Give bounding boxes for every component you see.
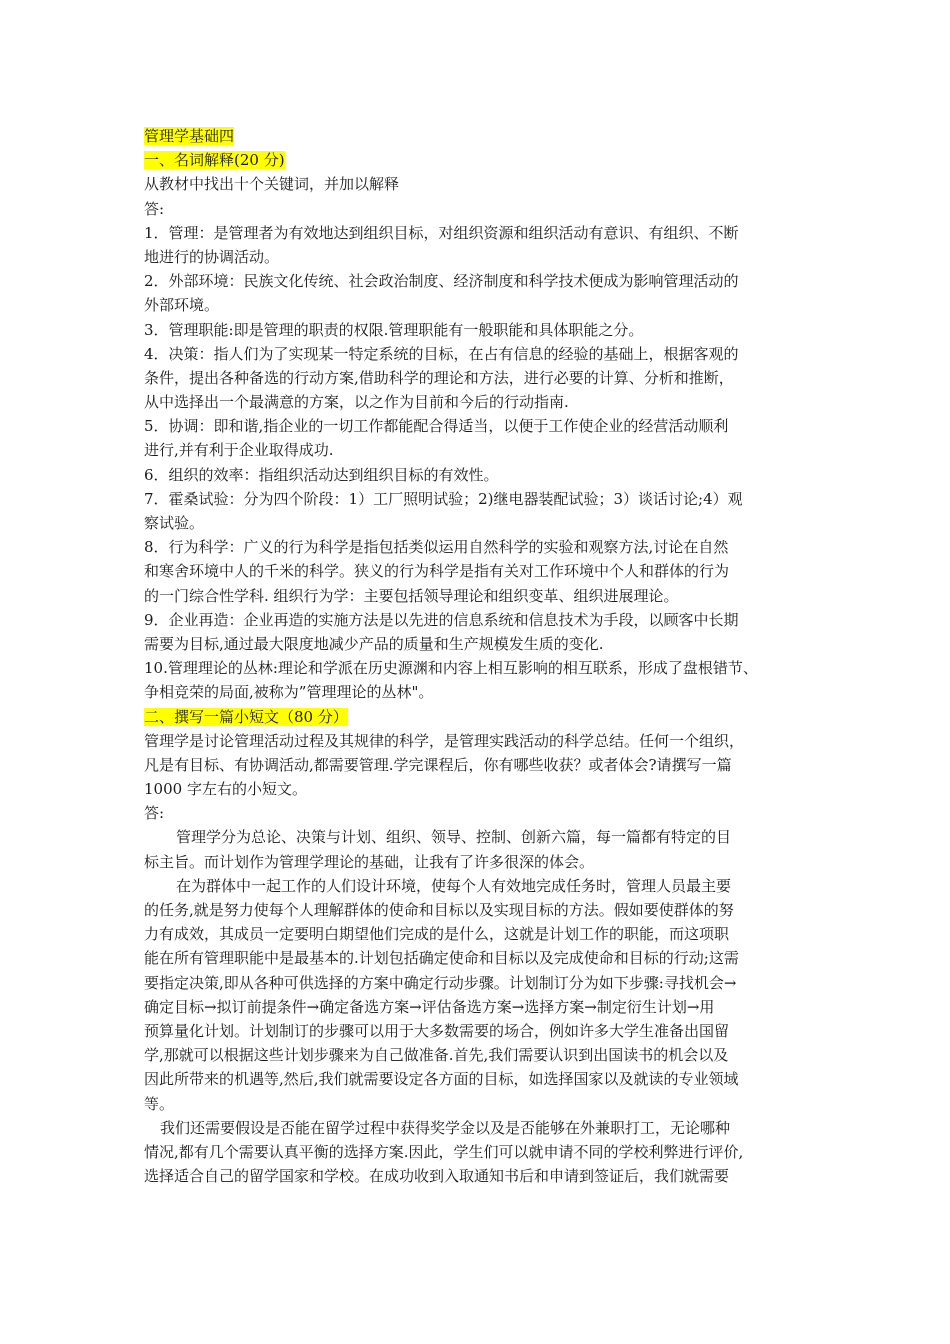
term-item — [144, 342, 816, 415]
paragraph-line: 因此所带来的机遇等,然后,我们就需要设定各方面的目标，如选择国家以及就读的专业领域 — [144, 1070, 739, 1089]
section1-heading-line — [144, 148, 816, 172]
term-item — [144, 269, 816, 317]
term-item — [144, 487, 816, 535]
section2-heading-line — [144, 705, 816, 729]
prompt-line: 凡是有目标、有协调活动,都需要管理.学完课程后，你有哪些收获？或者体会?请撰写一篇 — [144, 755, 732, 774]
section1-heading: 一、名词解释(20 分) — [144, 151, 285, 170]
document-page — [144, 124, 816, 1188]
paragraph-line: 标主旨。而计划作为管理学理论的基础，让我有了许多很深的体会。 — [144, 852, 595, 871]
paragraph-line: 管理学分为总论、决策与计划、组织、领导、控制、创新六篇，每一篇都有特定的目 — [176, 828, 732, 847]
term-line: 需要为目标,通过最大限度地减少产品的质量和生产规模发生质的变化. — [144, 634, 604, 653]
term-line: 外部环境。 — [144, 296, 220, 315]
term-item — [144, 221, 816, 269]
term-line: 地进行的协调活动。 — [144, 247, 280, 266]
essay-paragraph — [144, 1116, 816, 1189]
answer-label: 答: — [144, 804, 165, 823]
term-item — [144, 535, 816, 608]
term-line: 2．外部环境：民族文化传统、社会政治制度、经济制度和科学技术便成为影响管理活动的 — [144, 272, 739, 291]
prompt-line: 1000 字左右的小短文。 — [144, 780, 307, 799]
term-line: 的一门综合性学科. 组织行为学：主要包括领导理论和组织变革、组织进展理论。 — [144, 586, 679, 605]
term-line: 条件，提出各种备选的行动方案,借助科学的理论和方法，进行必要的计算、分析和推断， — [144, 368, 734, 387]
section2-heading: 二、撰写一篇小短文（80 分） — [144, 707, 348, 726]
paragraph-line: 等。 — [144, 1094, 175, 1113]
paragraph-line: 我们还需要假设是否能在留学过程中获得奖学金以及是否能够在外兼职打工，无论哪种 — [160, 1118, 731, 1137]
paragraph-line: 确定目标→拟订前提条件→确定备选方案→评估备选方案→选择方案→制定衍生计划→用 — [144, 997, 715, 1016]
paragraph-line: 情况,都有几个需要认真平衡的选择方案.因此，学生们可以就申请不同的学校利弊进行评价, — [144, 1142, 744, 1161]
essay-paragraph — [144, 874, 816, 1116]
term-line: 4．决策：指人们为了实现某一特定系统的目标，在占有信息的经验的基础上，根据客观的 — [144, 344, 739, 363]
term-list — [144, 221, 816, 705]
answer-label: 答: — [144, 199, 165, 218]
term-line: 1．管理：是管理者为有效地达到组织目标，对组织资源和组织活动有意识、有组织、不断 — [144, 223, 739, 242]
term-line: 和寒舍环境中人的千米的科学。狭义的行为科学是指有关对工作环境中个人和群体的行为 — [144, 562, 730, 581]
term-item — [144, 318, 816, 342]
title-line — [144, 124, 816, 148]
term-item — [144, 608, 816, 656]
term-line: 7．霍桑试验：分为四个阶段：1）工厂照明试验；2)继电器装配试验；3）谈话讨论;4）观 — [144, 489, 743, 508]
term-line: 进行,并有利于企业取得成功. — [144, 441, 334, 460]
paragraph-line: 能在所有管理职能中是最基本的.计划包括确定使命和目标以及完成使命和目标的行动;这需 — [144, 949, 739, 968]
term-item — [144, 656, 816, 704]
term-line: 3．管理职能:即是管理的职责的权限.管理职能有一般职能和具体职能之分。 — [144, 320, 644, 339]
term-line: 从中选择出一个最满意的方案，以之作为目前和今后的行动指南. — [144, 393, 569, 412]
term-line: 10.管理理论的丛林:理论和学派在历史源渊和内容上相互影响的相互联系，形成了盘根错节、 — [144, 659, 758, 678]
paragraph-line: 预算量化计划。计划制订的步骤可以用于大多数需要的场合，例如许多大学生准备出国留 — [144, 1021, 730, 1040]
section1-instruction: 从教材中找出十个关键词，并加以解释 — [144, 175, 400, 194]
paragraph-line: 学,那就可以根据这些计划步骤来为自己做准备.首先,我们需要认识到出国读书的机会以及 — [144, 1046, 729, 1065]
paragraph-line: 在为群体中一起工作的人们设计环境，使每个人有效地完成任务时，管理人员最主要 — [176, 876, 732, 895]
document-title: 管理学基础四 — [144, 127, 235, 145]
term-line: 争相竞荣的局面,被称为”管理理论的丛林"。 — [144, 683, 434, 702]
paragraph-line: 要指定决策,即从各种可供选择的方案中确定行动步骤。计划制订分为如下步骤:寻找机会→ — [144, 973, 737, 992]
paragraph-line: 力有成效，其成员一定要明白期望他们完成的是什么，这就是计划工作的职能，而这项职 — [144, 925, 730, 944]
paragraph-line: 的任务,就是努力使每个人理解群体的使命和目标以及实现目标的方法。假如要使群体的努 — [144, 901, 734, 919]
term-line: 6．组织的效率：指组织活动达到组织目标的有效性。 — [144, 465, 499, 484]
term-item — [144, 414, 816, 462]
term-line: 察试验。 — [144, 514, 205, 532]
paragraph-line: 选择适合自己的留学国家和学校。在成功收到入取通知书后和申请到签证后，我们就需要 — [144, 1167, 730, 1186]
section2-prompt — [144, 729, 816, 802]
term-line: 8．行为科学：广义的行为科学是指包括类似运用自然科学的实验和观察方法,讨论在自然 — [144, 538, 729, 557]
essay-paragraph — [144, 825, 816, 873]
term-line: 9．企业再造：企业再造的实施方法是以先进的信息系统和信息技术为手段，以顾客中长期 — [144, 610, 739, 629]
prompt-line: 管理学是讨论管理活动过程及其规律的科学，是管理实践活动的科学总结。任何一个组织， — [144, 731, 745, 750]
term-item — [144, 463, 816, 487]
term-line: 5．协调：即和谐,指企业的一切工作都能配合得适当，以便于工作使企业的经营活动顺利 — [144, 417, 729, 436]
